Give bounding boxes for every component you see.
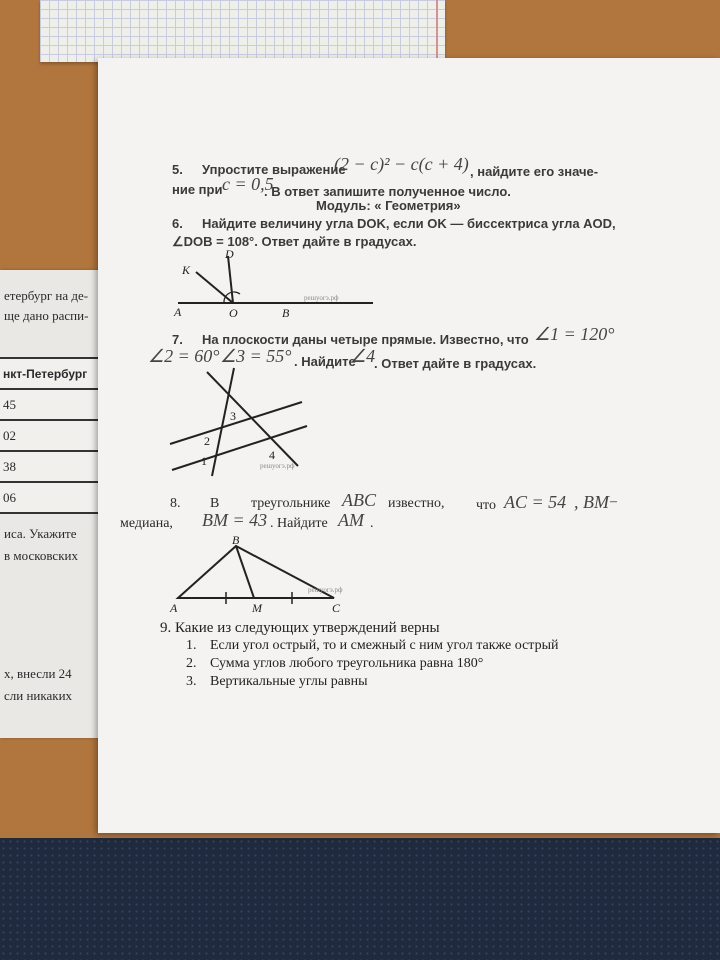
back-table-header: нкт-Петербург [0, 358, 111, 389]
watermark: решуогэ.рф [260, 462, 295, 470]
p8-dash: – [610, 494, 617, 509]
angle-diagram [168, 248, 378, 318]
label-C: C [332, 601, 341, 615]
p8-find: . Найдите [270, 516, 328, 531]
line-2 [207, 372, 298, 466]
notebook-margin-line [436, 0, 438, 62]
watermark: решуогэ.рф [304, 294, 339, 302]
back-table [0, 357, 112, 514]
back-text-line: сли никаких [4, 688, 73, 703]
p7-angle4: ∠4 [350, 346, 376, 366]
carpet-floor [0, 838, 720, 960]
p7-text-find: . Найдите [294, 354, 356, 369]
label-D: D [225, 247, 234, 261]
p5-expression: (2 − c)² − c(c + 4) [334, 154, 469, 174]
p5-text-line2: ние при [172, 182, 223, 197]
p9-item-number: 1. [186, 638, 197, 653]
back-table-cell: 45 [0, 389, 111, 420]
triangle-diagram [168, 532, 368, 616]
p8-bm-value: BM = 43 [202, 510, 268, 530]
p5-text-tail: , найдите его значе- [470, 164, 599, 179]
watermark: решуогэ.рф [308, 586, 343, 594]
p9-item-text: Вертикальные углы равны [210, 674, 368, 689]
p7-angle2: ∠2 = 60° [148, 346, 220, 366]
p8-ac: AC = 54 [504, 492, 567, 512]
back-text-line: ще дано распи- [4, 308, 89, 323]
p9-item-text: Если угол острый, то и смежный с ним угол также острый [210, 638, 559, 653]
p8-bm: , BM [574, 492, 609, 512]
back-table-cell: 06 [0, 482, 111, 513]
label-B: B [232, 533, 240, 547]
label-angle-4: 4 [269, 448, 275, 462]
p7-number: 7. [172, 332, 183, 347]
p8-text3: что [476, 498, 496, 513]
p8-abc: ABC [342, 490, 376, 510]
p6-text: Найдите величину угла DOK, если OK — биссектриса угла AOD, [202, 216, 616, 231]
p8-am: AM [338, 510, 364, 530]
label-A: A [170, 601, 178, 615]
main-worksheet [98, 58, 720, 833]
p9-item-number: 3. [186, 674, 197, 689]
label-K: K [182, 263, 191, 277]
p7-angle3: ∠3 = 55° [220, 346, 292, 366]
p7-text: На плоскости даны четыре прямые. Известно, что [202, 332, 529, 347]
p7-answer-note: . Ответ дайте в градусах. [374, 356, 537, 371]
label-O: O [229, 306, 238, 320]
p9-title: 9. Какие из следующих утверждений верны [160, 620, 440, 636]
p6-number: 6. [172, 216, 183, 231]
p8-text-line2: медиана, [120, 516, 173, 531]
grid-notebook-paper [40, 0, 445, 62]
four-lines-diagram [164, 366, 384, 478]
p6-text-line2: ∠DOB = 108°. Ответ дайте в градусах. [172, 234, 417, 249]
label-angle-1: 1 [201, 454, 207, 468]
label-M: M [252, 601, 262, 615]
p5-value: c = 0,5 [222, 174, 274, 194]
p7-angle1: ∠1 = 120° [534, 324, 615, 344]
p9-item-text: Сумма углов любого треугольника равна 180° [210, 656, 484, 671]
p8-text: треугольнике [251, 496, 331, 511]
p5-text: Упростите выражение [202, 162, 346, 177]
back-text-line: в московских [4, 548, 78, 563]
back-text-line: етербург на де- [4, 288, 89, 303]
p9-item-number: 2. [186, 656, 197, 671]
p8-text2: известно, [388, 496, 445, 511]
back-text-line: иса. Укажите [4, 526, 77, 541]
p8-period: . [370, 516, 374, 531]
back-text-line: х, внесли 24 [4, 666, 72, 681]
back-table-cell: 38 [0, 451, 111, 482]
label-A: A [174, 305, 182, 319]
label-angle-2: 2 [204, 434, 210, 448]
p5-answer-note: . В ответ запишите полученное число. [264, 184, 511, 199]
back-table-cell: 02 [0, 420, 111, 451]
p8-number: 8. [170, 496, 181, 511]
ray-OD [228, 256, 233, 303]
ray-OK [196, 272, 233, 303]
label-angle-3: 3 [230, 409, 236, 423]
line-3 [170, 402, 302, 444]
p8-text-b: В [210, 496, 220, 511]
p5-number: 5. [172, 162, 183, 177]
module-title: Модуль: « Геометрия» [316, 198, 461, 213]
label-B: B [282, 306, 290, 320]
